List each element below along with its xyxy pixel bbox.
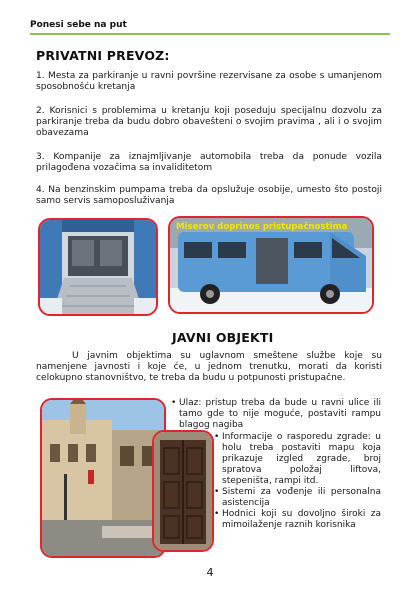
page-number: 4 bbox=[206, 566, 214, 579]
van-exterior-photo bbox=[168, 216, 374, 314]
van-photo-caption: Miserov doprinos pristupačnostima bbox=[176, 222, 348, 232]
bullet-entrance: • Ulaz: pristup treba da bude u ravni ulice ili tamo gde to nije moguće, postaviti rampu blagog nagiba bbox=[171, 398, 381, 431]
private-transport-title: PRIVATNI PREVOZ: bbox=[36, 48, 170, 63]
bullet-entrance-wrap bbox=[171, 398, 381, 431]
public-buildings-title: JAVNI OBJEKTI bbox=[172, 330, 274, 345]
bullet-list-lower bbox=[214, 432, 381, 531]
door-photo bbox=[152, 430, 214, 552]
public-intro: U javnim objektima su uglavnom smeštene službe koje su namenjene javnosti i koje će, u jednom trenutku, morati da koristi celokupno stanovništvo, te treba da budu u potpunosti pristupačne. bbox=[36, 351, 382, 383]
private-item-1: 1. Mesta za parkiranje u ravni površine rezervisane za osobe s umanjenom sposobnošću kretanja bbox=[36, 71, 382, 92]
private-item-3: 3. Kompanije za iznajmljivanje automobila treba da ponude vozila prilagođena vozačima sa invaliditetom bbox=[36, 152, 382, 173]
van-interior-photo bbox=[38, 218, 158, 316]
private-item-2: 2. Korisnici s problemima u kretanju koji poseduju specijalnu dozvolu za parkiranje treba da budu dobro obavešteni o svojim pravima , ali i o svojim obavezama bbox=[36, 106, 382, 138]
bullet-corridors: • Hodnici koji su dovoljno široki za mimoilaženje raznih korisnika bbox=[214, 509, 381, 531]
bullet-building-info: • Informacije o rasporedu zgrade: u holu treba postaviti mapu koja prikazuje izgled zgrade, broj spratova položaj liftova, stepeništa, rampi itd. bbox=[214, 432, 381, 487]
header-title: Ponesi sebe na put bbox=[30, 20, 127, 30]
header-divider bbox=[30, 33, 390, 35]
bullet-guidance-systems: • Sistemi za vođenje ili personalna asistencija bbox=[214, 487, 381, 509]
private-item-4: 4. Na benzinskim pumpama treba da opslužuje osobije, umesto što postoji samo servis samoposluživanja bbox=[36, 185, 382, 206]
church-street-photo bbox=[40, 398, 166, 558]
